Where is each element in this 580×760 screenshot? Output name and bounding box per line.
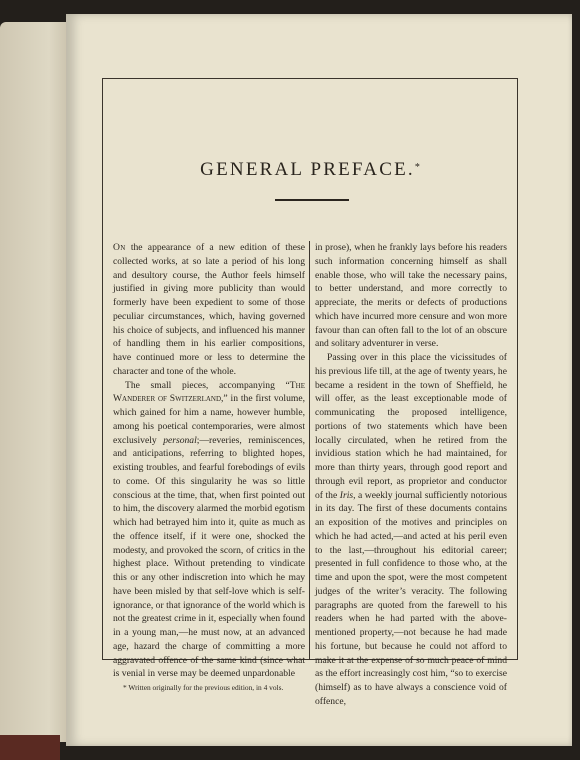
paragraph: in prose), when he frankly lays before his readers such information concerning himself as shall enable those, who will take the necessary pains, to better understand, and more correctly to appreciate, the merits or defects of productions which have incurred more censure and won more favour than can often fall to the lot of an obscure and solitary adventurer in verse.: [315, 242, 507, 350]
right-column: [315, 241, 507, 707]
paragraph-text: Passing over in this place the vicissitudes of his previous life till, at the age of twenty years, he became a resident in the town of Sheffield, he will offer, as the least exceptionable mode of communicating the proposed intelligence, portions of two statements which have been locally circulated, when he retired from the invidious station which he had maintained, for more than thirty years, through good report and through evil report, as proprietor and conductor of the: [315, 352, 507, 501]
paragraph: [315, 351, 507, 709]
italic-word: personal: [163, 434, 197, 446]
footnote-mark: *: [414, 162, 420, 173]
column-divider: [309, 241, 310, 659]
paragraph: [113, 379, 305, 682]
work-title: The Wanderer of Switzerland,: [113, 379, 305, 405]
text-columns: [103, 241, 517, 707]
title-rule: [275, 199, 349, 201]
title-text: GENERAL PREFACE.: [200, 159, 415, 180]
paragraph-text: the appearance of a new edition of these collected works, at so late a period of his long and desultory course, the Author feels himself justified in giving more publicity than would formerly have been expedient to some of those peculiar circumstances, which, having governed his choice of subjects, and influenced his manner of handling them in his earlier compositions, have continued more or less to determine the character and tone of the whole.: [113, 242, 305, 377]
paragraph-text: ;—reveries, reminiscences, and anticipations, referring to blighted hopes, existing troubles, and fearful forebodings of evils to come. Of this singularity he was so little conscious at the time, that, when first pointed out to him, the discovery alarmed the morbid egotism which had betrayed him into it, quite as much as the offence itself, if it were one, shocked the modesty, and provoked the scorn, of critics in the highest place. Without pretending to vindicate this or any other indiscretion into which he may have been misled by that self-love which is self-ignorance, or that ignorance of the world which is not the greatest crime in it, especially when found in a young man,—he must now, at an advanced age, hazard the charge of committing a more aggravated offence of the same kind (since what is venial in verse may be deemed unpardonable: [113, 434, 306, 680]
first-word: On: [113, 242, 126, 253]
paragraph-text: The small pieces, accompanying “: [125, 379, 290, 391]
footnote: * Written originally for the previous edition, in 4 vols.: [123, 683, 284, 692]
paragraph-text: , a weekly journal sufficiently notorious in its day. The first of these documents contains an exposition of the motives and principles on which he had acted,—and acted at his peril even to the last,—throughout his editorial career; presented in full confidence to those who, at the time and upon the spot, were the most competent judges of the writer’s veracity. The following paragraphs are quoted from the farewell to his readers when he had parted with the above-mentioned property,—not because he had made his fortune, but because he could not afford to make it at the expense of so much peace of mind as the effort increasingly cost him, “so to exercise (himself) as to have always a conscience void of offence,: [315, 489, 507, 707]
facing-page-edge: [0, 22, 70, 742]
italic-word: Iris: [339, 489, 354, 501]
book-cover-edge: [0, 735, 60, 760]
text-frame: [102, 78, 518, 707]
page-title: [103, 159, 517, 181]
left-column: [113, 241, 306, 692]
paragraph-text: ” in the first volume, which gained for him a name, however humble, among his poetical contemporaries, were almost exclusively: [113, 393, 305, 446]
book-page: [66, 14, 572, 746]
paragraph: [113, 241, 305, 379]
